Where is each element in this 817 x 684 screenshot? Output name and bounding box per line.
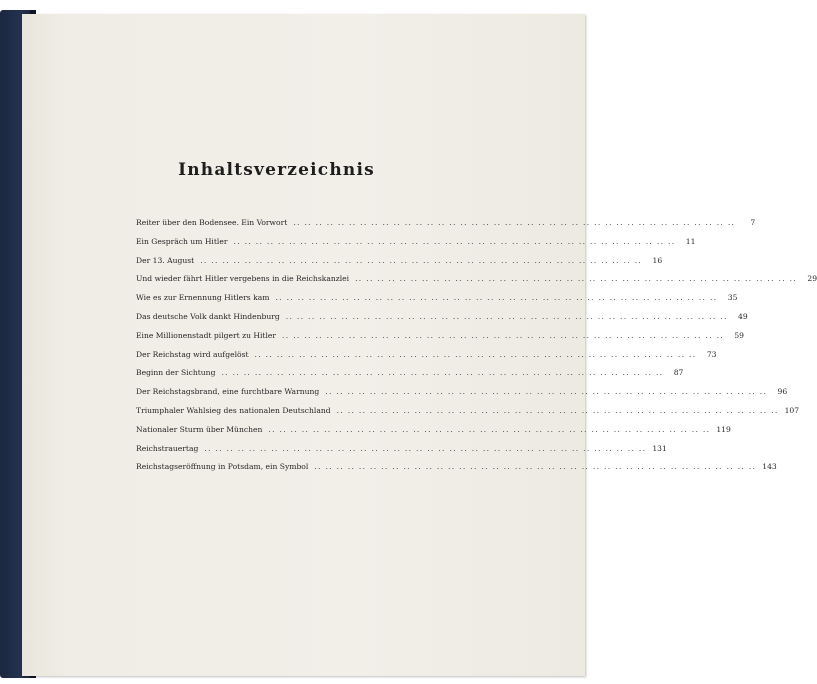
toc-entry [136, 387, 788, 406]
toc-entry [136, 462, 777, 481]
toc-leader-dots: .. .. .. .. .. .. .. .. .. .. .. .. .. .. .. .. .. .. .. .. .. .. .. .. .. .. .. .. .. .. .. .. .. .. .. .. .. .. .. .. [285, 311, 728, 321]
toc-entry-page: 73 [706, 349, 717, 359]
toc-entry [136, 424, 731, 444]
toc-entry [136, 218, 756, 237]
toc-entry-title: Reichstagseröffnung in Potsdam, ein Symbol [136, 462, 309, 472]
toc-entry-title: Und wieder fährt Hitler vergebens in die Reichskanzlei [136, 274, 350, 284]
toc-entry-title: Beginn der Sichtung [136, 368, 216, 378]
toc-entry-page: 29 [807, 274, 817, 284]
toc-entry-page: 107 [784, 405, 800, 415]
toc-entry-page: 131 [652, 443, 667, 453]
toc-entry-page: 119 [716, 424, 731, 434]
toc-entry-page: 35 [727, 293, 738, 303]
table-of-contents [136, 218, 817, 481]
toc-entry-title: Reiter über den Bodensee. Ein Vorwort [136, 218, 288, 227]
toc-leader-dots: .. .. .. .. .. .. .. .. .. .. .. .. .. .. .. .. .. .. .. .. .. .. .. .. .. .. .. .. .. .. .. .. .. .. .. .. .. .. .. .. [233, 236, 676, 246]
toc-leader-dots: .. .. .. .. .. .. .. .. .. .. .. .. .. .. .. .. .. .. .. .. .. .. .. .. .. .. .. .. .. .. .. .. .. .. .. .. .. .. .. .. [282, 330, 724, 340]
toc-leader-dots: .. .. .. .. .. .. .. .. .. .. .. .. .. .. .. .. .. .. .. .. .. .. .. .. .. .. .. .. .. .. .. .. .. .. .. .. .. .. .. .. [254, 349, 697, 359]
toc-entry-title: Das deutsche Volk dankt Hindenburg [136, 311, 280, 321]
toc-leader-dots: .. .. .. .. .. .. .. .. .. .. .. .. .. .. .. .. .. .. .. .. .. .. .. .. .. .. .. .. .. .. .. .. .. .. .. .. .. .. .. .. [293, 218, 736, 227]
toc-leader-dots: .. .. .. .. .. .. .. .. .. .. .. .. .. .. .. .. .. .. .. .. .. .. .. .. .. .. .. .. .. .. .. .. .. .. .. .. .. .. .. .. [221, 368, 664, 378]
toc-leader-dots: .. .. .. .. .. .. .. .. .. .. .. .. .. .. .. .. .. .. .. .. .. .. .. .. .. .. .. .. .. .. .. .. .. .. .. .. .. .. .. .. [268, 424, 711, 434]
toc-leader-dots: .. .. .. .. .. .. .. .. .. .. .. .. .. .. .. .. .. .. .. .. .. .. .. .. .. .. .. .. .. .. .. .. .. .. .. .. .. .. .. .. [355, 274, 798, 284]
toc-leader-dots: .. .. .. .. .. .. .. .. .. .. .. .. .. .. .. .. .. .. .. .. .. .. .. .. .. .. .. .. .. .. .. .. .. .. .. .. .. .. .. .. [204, 443, 647, 453]
toc-entry-title: Triumphaler Wahlsieg des nationalen Deutschland [136, 405, 331, 415]
toc-entry-title: Wie es zur Ernennung Hitlers kam [136, 293, 270, 303]
toc-entry [136, 236, 696, 256]
toc-entry [136, 443, 667, 463]
toc-entry-page: 143 [762, 462, 777, 472]
toc-entry [136, 330, 744, 350]
page-title: Inhaltsverzeichnis [178, 160, 375, 180]
toc-leader-dots: .. .. .. .. .. .. .. .. .. .. .. .. .. .. .. .. .. .. .. .. .. .. .. .. .. .. .. .. .. .. .. .. .. .. .. .. .. .. .. .. [200, 255, 643, 265]
toc-entry [136, 293, 738, 312]
toc-entry-title: Der Reichstag wird aufgelöst [136, 349, 249, 359]
toc-entry [136, 255, 663, 275]
toc-entry [136, 349, 717, 369]
toc-entry-page: 16 [652, 255, 663, 265]
toc-entry-title: Eine Millionenstadt pilgert zu Hitler [136, 330, 277, 340]
toc-entry-title: Reichstrauertag [136, 443, 199, 453]
toc-leader-dots: .. .. .. .. .. .. .. .. .. .. .. .. .. .. .. .. .. .. .. .. .. .. .. .. .. .. .. .. .. .. .. .. .. .. .. .. .. .. .. .. [314, 462, 757, 472]
toc-entry-page: 59 [734, 330, 744, 340]
toc-entry [136, 274, 817, 293]
toc-entry-page: 7 [750, 218, 756, 227]
book-page [22, 14, 817, 676]
toc-entry-title: Nationaler Sturm über München [136, 424, 263, 434]
toc-entry-page: 96 [777, 387, 788, 397]
toc-leader-dots: .. .. .. .. .. .. .. .. .. .. .. .. .. .. .. .. .. .. .. .. .. .. .. .. .. .. .. .. .. .. .. .. .. .. .. .. .. .. .. .. [336, 405, 779, 415]
toc-entry [136, 311, 748, 331]
toc-entry-title: Der Reichstagsbrand, eine furchtbare Warnung [136, 387, 320, 397]
toc-entry [136, 368, 684, 387]
toc-entry-title: Der 13. August [136, 255, 195, 265]
toc-leader-dots: .. .. .. .. .. .. .. .. .. .. .. .. .. .. .. .. .. .. .. .. .. .. .. .. .. .. .. .. .. .. .. .. .. .. .. .. .. .. .. .. [325, 387, 768, 397]
toc-leader-dots: .. .. .. .. .. .. .. .. .. .. .. .. .. .. .. .. .. .. .. .. .. .. .. .. .. .. .. .. .. .. .. .. .. .. .. .. .. .. .. .. [275, 293, 718, 303]
toc-entry-title: Ein Gespräch um Hitler [136, 236, 228, 246]
toc-entry-page: 87 [673, 368, 684, 378]
toc-entry [136, 405, 800, 425]
toc-entry-page: 49 [738, 311, 748, 321]
toc-entry-page: 11 [685, 236, 696, 246]
